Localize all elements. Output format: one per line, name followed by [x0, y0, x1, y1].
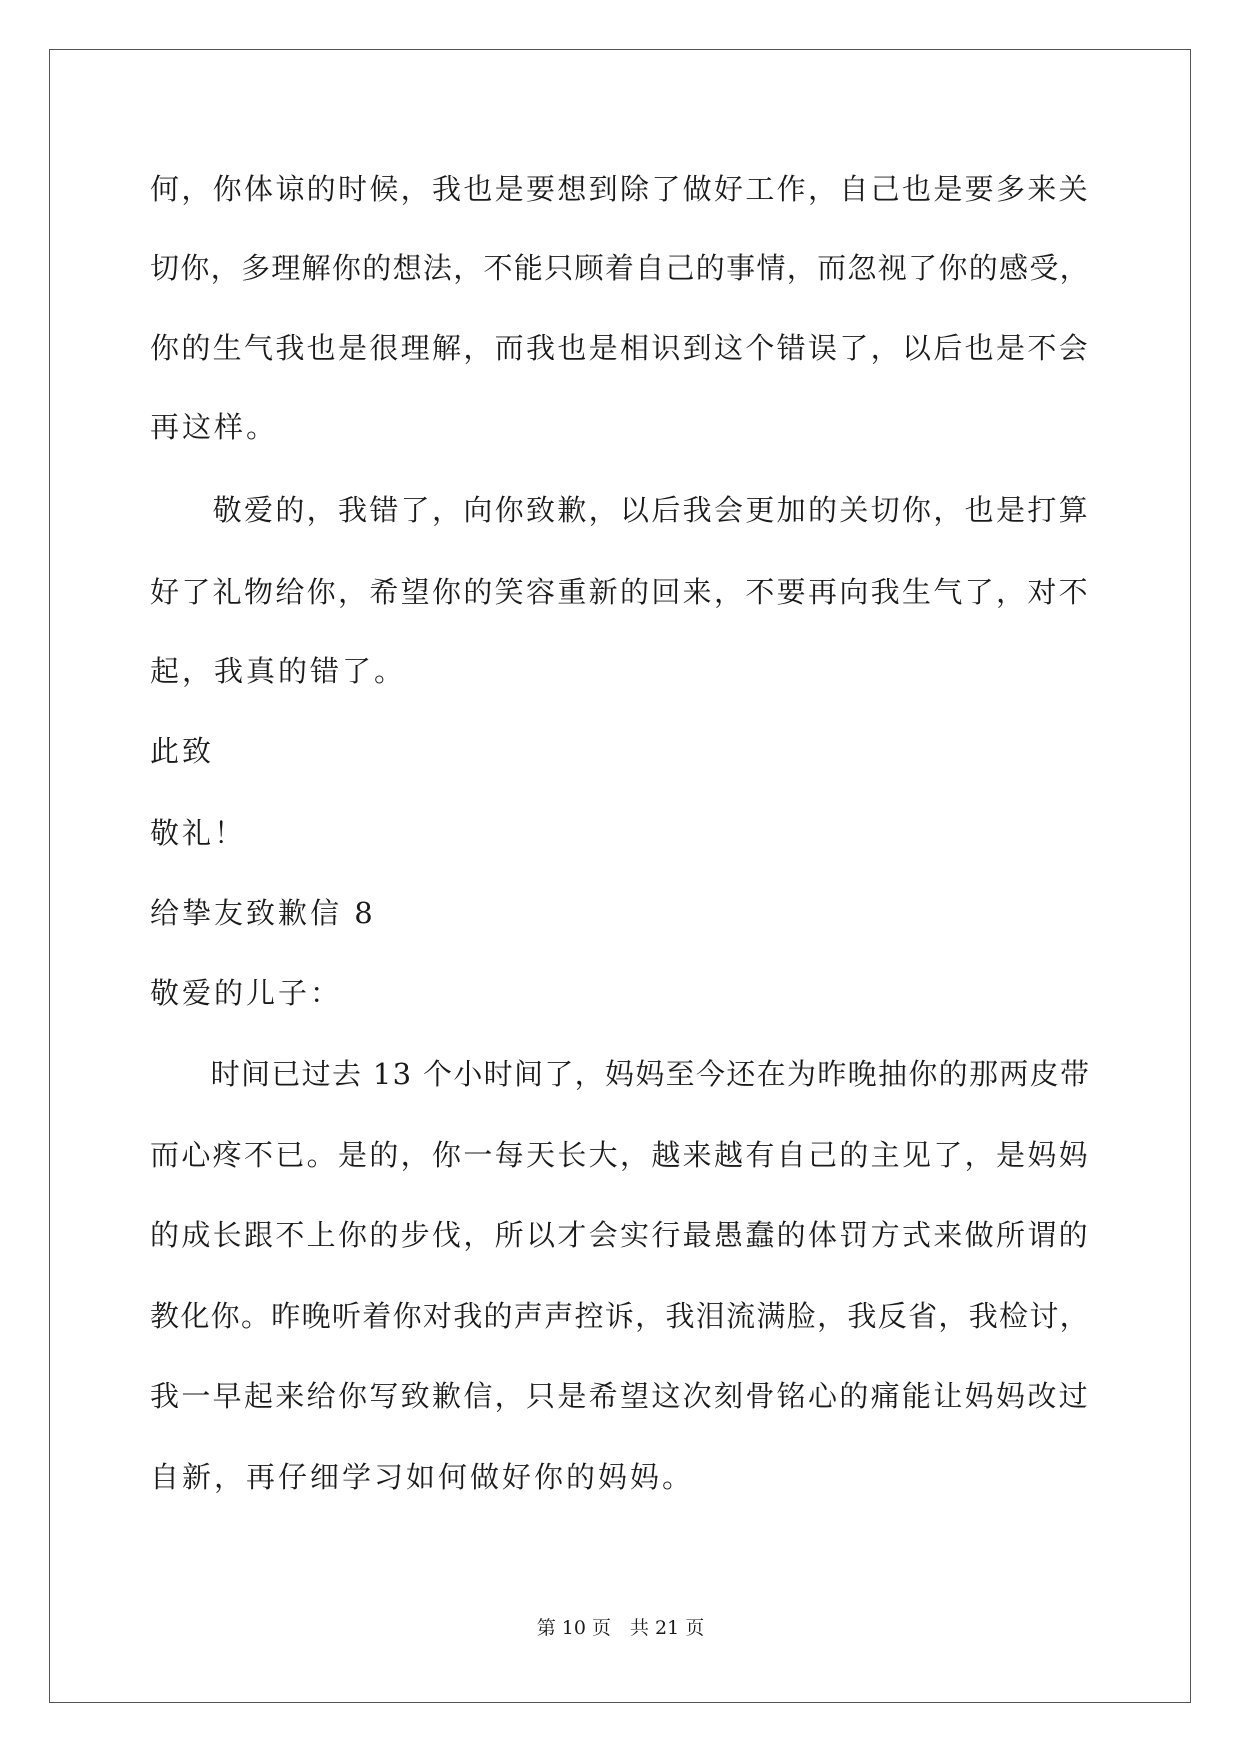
text-line: 敬爱的，我错了，向你致歉，以后我会更加的关切你，也是打算 — [150, 493, 1091, 527]
text-line: 我一早起来给你写致歉信，只是希望这次刻骨铭心的痛能让妈妈改过 — [150, 1379, 1091, 1413]
text-line: 好了礼物给你，希望你的笑容重新的回来，不要再向我生气了，对不 — [150, 575, 1091, 609]
closing-line: 此致 — [150, 734, 215, 768]
text-line: 再这样。 — [150, 410, 279, 444]
greeting-line: 敬爱的儿子： — [150, 976, 343, 1010]
text-line: 而心疼不已。是的，你一每天长大，越来越有自己的主见了，是妈妈 — [150, 1138, 1091, 1172]
text-line: 教化你。昨晚听着你对我的声声控诉，我泪流满脸，我反省，我检讨， — [150, 1299, 1091, 1333]
text-line: 何，你体谅的时候，我也是要想到除了做好工作，自己也是要多来关 — [150, 172, 1091, 206]
text-line: 起，我真的错了。 — [150, 654, 407, 688]
closing-salutation: 敬礼！ — [150, 816, 247, 850]
page-number-footer: 第 10 页 共 21 页 — [536, 1617, 705, 1639]
section-heading: 给挚友致歉信 8 — [150, 896, 376, 930]
text-line: 的成长跟不上你的步伐，所以才会实行最愚蠢的体罚方式来做所谓的 — [150, 1218, 1091, 1252]
text-line: 切你，多理解你的想法，不能只顾着自己的事情，而忽视了你的感受， — [150, 251, 1091, 285]
text-line: 你的生气我也是很理解，而我也是相识到这个错误了，以后也是不会 — [150, 331, 1091, 365]
text-line: 自新，再仔细学习如何做好你的妈妈。 — [150, 1460, 695, 1494]
page-border — [49, 49, 1191, 1703]
text-line: 时间已过去 13 个小时间了，妈妈至今还在为昨晚抽你的那两皮带 — [150, 1057, 1091, 1091]
